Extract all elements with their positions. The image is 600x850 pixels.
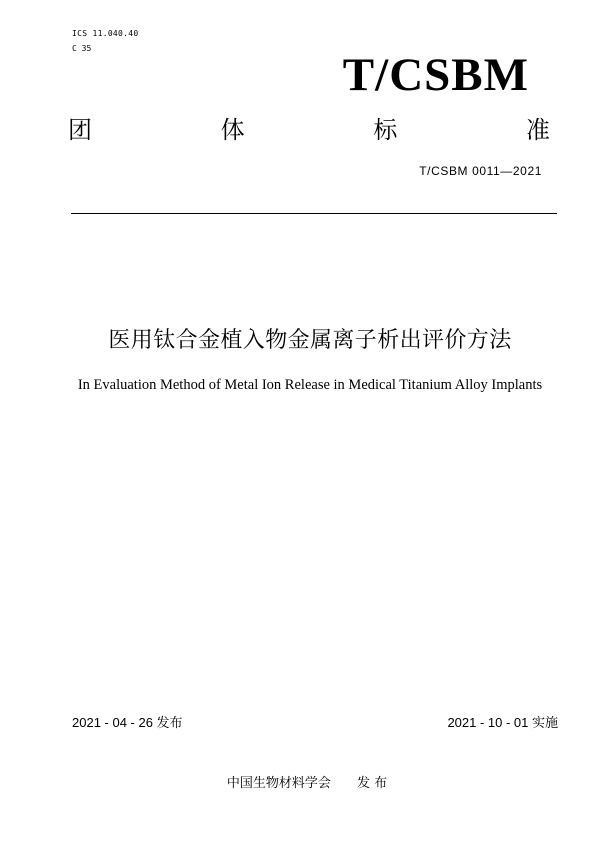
issue-date: 2021 - 04 - 26 发布 xyxy=(72,715,183,730)
publisher-name: 中国生物材料学会 xyxy=(226,776,331,791)
title-english: In Evaluation Method of Metal Ion Release in Medical Titanium Alloy Implants xyxy=(77,377,543,393)
ics-code: ICS 11.040.40 xyxy=(72,29,139,38)
implementation-date: 2021 - 10 - 01 实施 xyxy=(447,715,558,730)
standard-brand-logo: T/CSBM xyxy=(342,49,529,101)
standard-number: T/CSBM 0011—2021 xyxy=(419,164,542,178)
publisher-action: 发 布 xyxy=(356,776,388,791)
category-char-3: 标 xyxy=(373,116,398,144)
category-char-4: 准 xyxy=(525,116,550,144)
category-char-1: 团 xyxy=(68,116,92,144)
document-category xyxy=(68,115,550,145)
publisher-line xyxy=(0,775,600,793)
ccs-code: C 35 xyxy=(72,44,92,53)
title-chinese: 医用钛合金植入物金属离子析出评价方法 xyxy=(108,328,512,353)
category-char-2: 体 xyxy=(220,116,245,144)
header-divider xyxy=(71,213,557,214)
